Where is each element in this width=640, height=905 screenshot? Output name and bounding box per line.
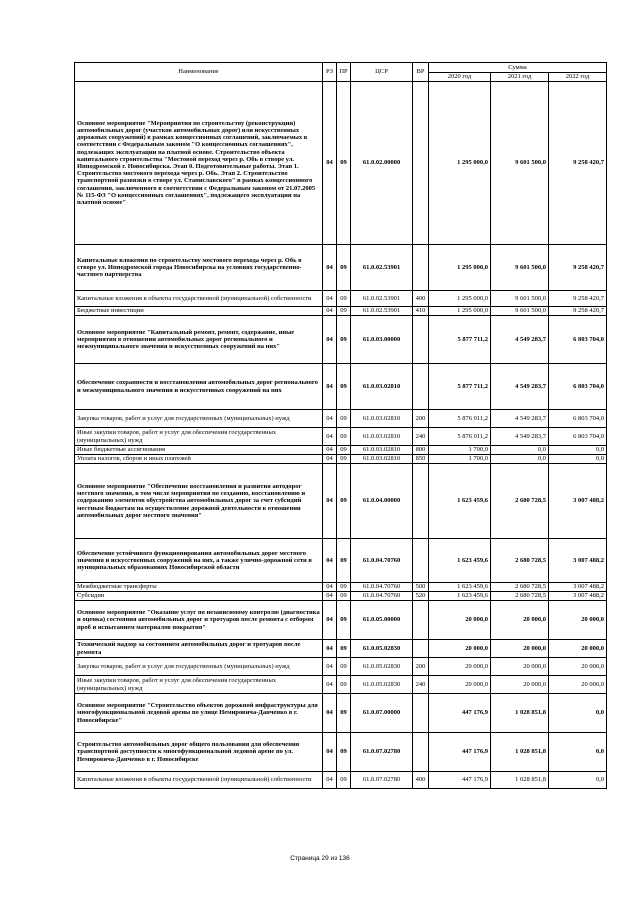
cell-amount-2020: 5 876 011,2 — [429, 428, 491, 446]
cell-csr: 61.0.03.02810 — [351, 410, 413, 428]
cell-amount-2020: 1 700,0 — [429, 446, 491, 455]
cell-amount-2020: 1 295 000,0 — [429, 245, 491, 291]
cell-pr: 09 — [337, 733, 351, 772]
cell-pr: 09 — [337, 539, 351, 583]
cell-amount-2020: 1 295 000,0 — [429, 291, 491, 307]
table-row — [75, 291, 607, 307]
cell-pr: 09 — [337, 583, 351, 592]
header-year-2022: 2022 год — [549, 73, 607, 82]
cell-pr: 09 — [337, 364, 351, 410]
cell-amount-2022: 6 803 704,0 — [549, 428, 607, 446]
table-row — [75, 676, 607, 694]
header-rz: РЗ — [323, 63, 337, 82]
cell-name: Бюджетные инвестиции — [75, 307, 323, 316]
cell-csr: 61.0.03.02810 — [351, 455, 413, 464]
cell-csr: 61.0.05.00000 — [351, 601, 413, 640]
cell-vr — [413, 640, 429, 658]
cell-vr: 500 — [413, 583, 429, 592]
cell-name: Иные закупки товаров, работ и услуг для обеспечения государственных (муниципальных) нужд — [75, 428, 323, 446]
cell-amount-2022: 20 000,0 — [549, 658, 607, 676]
cell-csr: 61.0.07.00000 — [351, 694, 413, 733]
cell-pr: 09 — [337, 316, 351, 364]
cell-amount-2021: 0,0 — [491, 446, 549, 455]
cell-amount-2020: 20 000,0 — [429, 601, 491, 640]
cell-amount-2022: 6 803 704,0 — [549, 364, 607, 410]
table-row — [75, 455, 607, 464]
cell-pr: 09 — [337, 640, 351, 658]
cell-vr: 200 — [413, 658, 429, 676]
cell-name: Строительство автомобильных дорог общего пользования для обеспечения транспортной доступности к многофункциональной ледовой арене по ул. Немировича-Данченко в г. Новосибирске — [75, 733, 323, 772]
cell-amount-2020: 447 176,9 — [429, 772, 491, 789]
cell-csr: 61.0.07.02780 — [351, 772, 413, 789]
cell-amount-2021: 4 549 283,7 — [491, 364, 549, 410]
cell-pr: 09 — [337, 658, 351, 676]
cell-vr: 400 — [413, 772, 429, 789]
cell-amount-2021: 20 000,0 — [491, 676, 549, 694]
page-number: Страница 29 из 136 — [290, 855, 350, 862]
cell-rz: 04 — [323, 455, 337, 464]
cell-amount-2020: 20 000,0 — [429, 640, 491, 658]
cell-csr: 61.0.03.02810 — [351, 446, 413, 455]
cell-amount-2021: 9 601 500,0 — [491, 82, 549, 245]
cell-name: Капитальные вложения в объекты государственной (муниципальной) собственности — [75, 772, 323, 789]
cell-vr — [413, 364, 429, 410]
table-row — [75, 364, 607, 410]
cell-amount-2020: 1 623 459,6 — [429, 539, 491, 583]
cell-amount-2022: 6 803 704,0 — [549, 410, 607, 428]
cell-vr: 240 — [413, 676, 429, 694]
cell-rz: 04 — [323, 583, 337, 592]
cell-amount-2020: 5 877 711,2 — [429, 364, 491, 410]
cell-amount-2022: 9 258 420,7 — [549, 291, 607, 307]
cell-amount-2021: 4 549 283,7 — [491, 428, 549, 446]
cell-amount-2022: 0,0 — [549, 733, 607, 772]
cell-amount-2022: 3 007 488,2 — [549, 464, 607, 539]
cell-pr: 09 — [337, 464, 351, 539]
table-body — [75, 82, 607, 789]
header-year-2020: 2020 год — [429, 73, 491, 82]
table-row — [75, 733, 607, 772]
cell-amount-2021: 0,0 — [491, 455, 549, 464]
cell-vr — [413, 82, 429, 245]
cell-rz: 04 — [323, 640, 337, 658]
cell-amount-2021: 1 028 851,8 — [491, 733, 549, 772]
cell-name: Закупка товаров, работ и услуг для государственных (муниципальных) нужд — [75, 410, 323, 428]
cell-amount-2021: 2 680 728,5 — [491, 592, 549, 601]
cell-pr: 09 — [337, 455, 351, 464]
cell-rz: 04 — [323, 676, 337, 694]
cell-name: Капитальные вложения по строительству мостового перехода через р. Обь в створе ул. Ипподромской города Новосибирска на условиях государственно-частного партнерства — [75, 245, 323, 291]
table-header — [75, 63, 607, 82]
cell-pr: 09 — [337, 676, 351, 694]
cell-csr: 61.0.07.02780 — [351, 733, 413, 772]
cell-csr: 61.0.04.00000 — [351, 464, 413, 539]
cell-vr — [413, 694, 429, 733]
cell-amount-2020: 1 623 459,6 — [429, 592, 491, 601]
cell-vr — [413, 539, 429, 583]
cell-amount-2020: 1 623 459,6 — [429, 464, 491, 539]
header-csr: ЦСР — [351, 63, 413, 82]
table-row — [75, 82, 607, 245]
cell-amount-2020: 1 295 000,0 — [429, 82, 491, 245]
cell-csr: 61.0.02.00000 — [351, 82, 413, 245]
cell-amount-2022: 3 007 488,2 — [549, 592, 607, 601]
cell-amount-2022: 0,0 — [549, 694, 607, 733]
cell-name: Основное мероприятие "Обеспечение восстановления и развития автодорог местного значения, в том числе мероприятия по созданию, восстановлению и содержанию элементов обустройства автомобильных дорог за счет субсидий местным бюджетам на осуществление дорожной деятельности в отношении автомобильных дорог местного значения" — [75, 464, 323, 539]
header-name: Наименование — [75, 63, 323, 82]
cell-vr: 200 — [413, 410, 429, 428]
cell-name: Межбюджетные трансферты — [75, 583, 323, 592]
cell-pr: 09 — [337, 592, 351, 601]
header-sum: Сумма — [429, 63, 607, 73]
cell-pr: 09 — [337, 694, 351, 733]
cell-vr — [413, 316, 429, 364]
cell-pr: 09 — [337, 291, 351, 307]
cell-name: Обеспечение устойчивого функционирования автомобильных дорог местного значения и искусственных сооружений на них, а также улично-дорожной сети в муниципальных образованиях Новосибирской области — [75, 539, 323, 583]
table-row — [75, 640, 607, 658]
cell-vr — [413, 601, 429, 640]
cell-name: Иные бюджетные ассигнования — [75, 446, 323, 455]
cell-amount-2021: 20 000,0 — [491, 640, 549, 658]
cell-name: Обеспечение сохранности и восстановления автомобильных дорог регионального и межмуниципального значения и искусственных сооружений на них — [75, 364, 323, 410]
cell-vr: 400 — [413, 291, 429, 307]
cell-name: Уплата налогов, сборов и иных платежей — [75, 455, 323, 464]
cell-amount-2022: 20 000,0 — [549, 601, 607, 640]
cell-vr: 800 — [413, 446, 429, 455]
table-row — [75, 772, 607, 789]
table-row — [75, 410, 607, 428]
cell-amount-2022: 9 258 420,7 — [549, 245, 607, 291]
cell-amount-2021: 2 680 728,5 — [491, 464, 549, 539]
cell-amount-2022: 0,0 — [549, 772, 607, 789]
cell-rz: 04 — [323, 307, 337, 316]
cell-amount-2020: 20 000,0 — [429, 676, 491, 694]
cell-amount-2022: 20 000,0 — [549, 676, 607, 694]
cell-amount-2021: 9 601 500,0 — [491, 245, 549, 291]
cell-pr: 09 — [337, 446, 351, 455]
cell-amount-2022: 9 258 420,7 — [549, 82, 607, 245]
cell-csr: 61.0.04.70760 — [351, 583, 413, 592]
cell-rz: 04 — [323, 592, 337, 601]
cell-amount-2022: 6 803 704,0 — [549, 316, 607, 364]
cell-name: Закупка товаров, работ и услуг для государственных (муниципальных) нужд — [75, 658, 323, 676]
table-row — [75, 245, 607, 291]
budget-table — [74, 62, 607, 789]
cell-csr: 61.0.03.00000 — [351, 316, 413, 364]
cell-rz: 04 — [323, 364, 337, 410]
cell-amount-2021: 4 549 283,7 — [491, 410, 549, 428]
cell-pr: 09 — [337, 601, 351, 640]
cell-rz: 04 — [323, 291, 337, 307]
cell-name: Иные закупки товаров, работ и услуг для обеспечения государственных (муниципальных) нужд — [75, 676, 323, 694]
cell-amount-2020: 20 000,0 — [429, 658, 491, 676]
cell-name: Субсидии — [75, 592, 323, 601]
cell-rz: 04 — [323, 733, 337, 772]
cell-amount-2021: 9 601 500,0 — [491, 291, 549, 307]
cell-csr: 61.0.04.70760 — [351, 539, 413, 583]
cell-pr: 09 — [337, 772, 351, 789]
table-row — [75, 694, 607, 733]
table-row — [75, 601, 607, 640]
cell-csr: 61.0.02.53901 — [351, 307, 413, 316]
cell-name: Основное мероприятие "Строительство объектов дорожной инфраструктуры для многофункциональной ледовой арены по улице Немировича-Данченко в г. Новосибирске" — [75, 694, 323, 733]
cell-vr — [413, 464, 429, 539]
cell-amount-2022: 9 258 420,7 — [549, 307, 607, 316]
cell-csr: 61.0.04.70760 — [351, 592, 413, 601]
cell-rz: 04 — [323, 772, 337, 789]
cell-amount-2021: 1 028 851,8 — [491, 772, 549, 789]
cell-vr: 240 — [413, 428, 429, 446]
cell-vr: 850 — [413, 455, 429, 464]
cell-vr — [413, 733, 429, 772]
cell-pr: 09 — [337, 245, 351, 291]
cell-amount-2020: 5 876 011,2 — [429, 410, 491, 428]
cell-amount-2021: 1 028 851,8 — [491, 694, 549, 733]
cell-csr: 61.0.05.02830 — [351, 658, 413, 676]
header-vr: ВР — [413, 63, 429, 82]
cell-pr: 09 — [337, 410, 351, 428]
cell-rz: 04 — [323, 694, 337, 733]
cell-name: Основное мероприятие "Мероприятия по строительству (реконструкции) автомобильных дорог (участков автомобильных дорог) или искусственных дорожных сооружений) в рамках концессионных соглашений, заключаемых в соответствии с Федеральным законом "О концессионных соглашениях", подлежащих эксплуатации на платной основе. Строительство объекта капитального строительства "Мостовой переход через р. Обь в створе ул. Ипподромской г. Новосибирска. Этап 0. Подготовительные работы. Этап 1. Строительство мостового перехода через р. Обь. Этап 2. Строительство транспортной развязки в створе ул. Станиславского" в рамках концессионного соглашения, заключенного в соответствии с Федеральным законом от 21.07.2005 № 115-ФЗ "О концессионных соглашениях", подлежащего эксплуатации на платной основе" — [75, 82, 323, 245]
header-pr: ПР — [337, 63, 351, 82]
cell-pr: 09 — [337, 428, 351, 446]
table-row — [75, 583, 607, 592]
cell-amount-2022: 3 007 488,2 — [549, 539, 607, 583]
table-row — [75, 446, 607, 455]
cell-amount-2020: 1 623 459,6 — [429, 583, 491, 592]
cell-amount-2020: 447 176,9 — [429, 694, 491, 733]
cell-pr: 09 — [337, 307, 351, 316]
cell-amount-2020: 1 295 000,0 — [429, 307, 491, 316]
cell-name: Основное мероприятие "Оказание услуг по независимому контролю (диагностика и оценка) состояния автомобильных дорог и тротуаров после ремонта с отбором проб и испытанием материалов покрытия" — [75, 601, 323, 640]
cell-rz: 04 — [323, 245, 337, 291]
table-row — [75, 428, 607, 446]
cell-amount-2022: 0,0 — [549, 455, 607, 464]
cell-amount-2021: 2 680 728,5 — [491, 539, 549, 583]
cell-rz: 04 — [323, 82, 337, 245]
cell-rz: 04 — [323, 446, 337, 455]
table-row — [75, 307, 607, 316]
cell-csr: 61.0.03.02810 — [351, 428, 413, 446]
cell-csr: 61.0.02.53901 — [351, 291, 413, 307]
cell-amount-2021: 2 680 728,5 — [491, 583, 549, 592]
cell-vr — [413, 245, 429, 291]
cell-csr: 61.0.05.02830 — [351, 640, 413, 658]
cell-pr: 09 — [337, 82, 351, 245]
cell-amount-2022: 20 000,0 — [549, 640, 607, 658]
cell-name: Основное мероприятие "Капитальный ремонт, ремонт, содержание, иные мероприятия в отношении автомобильных дорог регионального и межмуниципального значения и искусственных сооружений на них" — [75, 316, 323, 364]
cell-csr: 61.0.05.02830 — [351, 676, 413, 694]
cell-amount-2020: 5 877 711,2 — [429, 316, 491, 364]
cell-vr: 520 — [413, 592, 429, 601]
cell-amount-2022: 0,0 — [549, 446, 607, 455]
cell-rz: 04 — [323, 428, 337, 446]
table-row — [75, 592, 607, 601]
cell-amount-2020: 1 700,0 — [429, 455, 491, 464]
cell-rz: 04 — [323, 464, 337, 539]
cell-name: Капитальные вложения в объекты государственной (муниципальной) собственности — [75, 291, 323, 307]
table-row — [75, 658, 607, 676]
cell-rz: 04 — [323, 410, 337, 428]
cell-rz: 04 — [323, 658, 337, 676]
cell-amount-2022: 3 007 488,2 — [549, 583, 607, 592]
cell-csr: 61.0.02.53901 — [351, 245, 413, 291]
cell-rz: 04 — [323, 316, 337, 364]
cell-csr: 61.0.03.02810 — [351, 364, 413, 410]
cell-amount-2021: 20 000,0 — [491, 601, 549, 640]
cell-rz: 04 — [323, 539, 337, 583]
cell-amount-2020: 447 176,9 — [429, 733, 491, 772]
header-year-2021: 2021 год — [491, 73, 549, 82]
cell-rz: 04 — [323, 601, 337, 640]
table-row — [75, 539, 607, 583]
cell-vr: 410 — [413, 307, 429, 316]
cell-amount-2021: 20 000,0 — [491, 658, 549, 676]
table-row — [75, 464, 607, 539]
cell-amount-2021: 4 549 283,7 — [491, 316, 549, 364]
cell-name: Технический надзор за состоянием автомобильных дорог и тротуаров после ремонта — [75, 640, 323, 658]
cell-amount-2021: 9 601 500,0 — [491, 307, 549, 316]
table-row — [75, 316, 607, 364]
